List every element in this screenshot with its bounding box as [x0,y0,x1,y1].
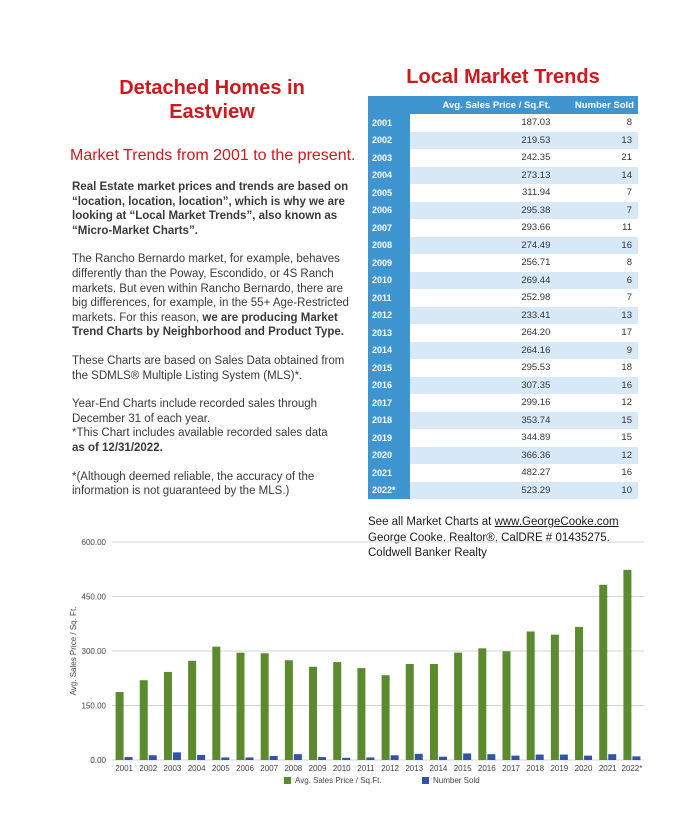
x-tick-label: 2009 [308,764,327,773]
title-line-2: Eastview [169,101,255,123]
row-avg-price: 293.66 [410,219,554,237]
x-tick-label: 2011 [357,764,375,773]
sold-bar [294,754,302,760]
intro-paragraph [72,180,352,238]
title-line-1: Detached Homes in [119,77,305,99]
sold-bar [197,755,205,760]
row-year: 2009 [368,254,410,272]
row-year: 2008 [368,237,410,255]
row-year: 2020 [368,447,410,465]
page-subtitle: Market Trends from 2001 to the present. [70,147,356,164]
table-row [368,219,638,237]
row-year: 2010 [368,272,410,290]
sold-bar [608,754,616,760]
sold-bar [512,756,520,760]
table-row [368,377,638,395]
row-number-sold: 7 [554,184,638,202]
sold-bar [270,756,278,760]
x-tick-label: 2005 [211,764,230,773]
x-tick-label: 2004 [187,764,206,773]
x-tick-label: 2016 [477,764,496,773]
trends-title: Local Market Trends [406,66,600,88]
page-title [72,76,352,124]
price-bar [333,662,341,760]
sold-bar [391,755,399,760]
table-row [368,289,638,307]
brokerage-line: Coldwell Banker Realty [368,547,487,559]
table-row [368,237,638,255]
row-avg-price: 219.53 [410,132,554,150]
x-tick-label: 2002 [139,764,158,773]
row-number-sold: 9 [554,342,638,360]
row-avg-price: 523.29 [410,482,554,500]
table-row [368,114,638,132]
price-bar [382,675,390,760]
intro-column [70,76,356,513]
x-tick-label: 2010 [332,764,351,773]
trends-table [368,96,638,499]
y-axis-label: Avg. Sales Price / Sq. Ft. [69,606,78,696]
row-number-sold: 14 [554,167,638,185]
disclaimer-paragraph: *(Although deemed reliable, the accuracy of the information is not guaranteed by the MLS.) [72,470,315,498]
sold-bar [463,753,471,760]
table-row [368,342,638,360]
x-tick-label: 2015 [453,764,472,773]
trends-chart [62,534,662,834]
row-year: 2018 [368,412,410,430]
price-bar [357,668,365,760]
chart-svg [62,534,662,834]
row-avg-price: 269.44 [410,272,554,290]
row-number-sold: 16 [554,377,638,395]
row-number-sold: 12 [554,394,638,412]
row-number-sold: 16 [554,464,638,482]
row-avg-price: 295.38 [410,202,554,220]
price-bar [623,570,631,760]
contact-prefix: See all Market Charts at [368,516,495,528]
x-tick-label: 2008 [284,764,303,773]
sold-bar [173,752,181,760]
row-avg-price: 295.53 [410,359,554,377]
x-tick-label: 2013 [405,764,424,773]
price-bar [454,653,462,760]
x-tick-label: 2019 [550,764,569,773]
table-row [368,254,638,272]
row-number-sold: 7 [554,289,638,307]
sold-bar [584,756,592,760]
table-row [368,429,638,447]
row-number-sold: 13 [554,132,638,150]
row-avg-price: 256.71 [410,254,554,272]
sold-bar [246,757,254,760]
x-tick-label: 2012 [381,764,399,773]
row-avg-price: 242.35 [410,149,554,167]
x-tick-label: 2007 [260,764,279,773]
x-tick-label: 2006 [236,764,254,773]
row-avg-price: 273.13 [410,167,554,185]
table-row [368,167,638,185]
x-tick-label: 2021 [598,764,617,773]
row-number-sold: 8 [554,254,638,272]
row-year: 2014 [368,342,410,360]
legend-label: Number Sold [433,776,480,785]
row-year: 2001 [368,114,410,132]
row-year: 2005 [368,184,410,202]
price-bar [188,661,196,760]
row-number-sold: 15 [554,429,638,447]
table-row [368,359,638,377]
row-avg-price: 264.20 [410,324,554,342]
price-bar [116,692,124,760]
price-bar [164,672,172,760]
row-avg-price: 307.35 [410,377,554,395]
row-year: 2007 [368,219,410,237]
y-tick-label: 600.00 [81,538,106,547]
market-bold-text: we are producing Market Trend Charts by Neighborhood and Product Type. [72,311,344,339]
price-bar [527,631,535,760]
header-number-sold: Number Sold [554,96,638,114]
row-number-sold: 17 [554,324,638,342]
row-number-sold: 18 [554,359,638,377]
sold-bar [366,757,374,760]
row-avg-price: 274.49 [410,237,554,255]
row-avg-price: 353.74 [410,412,554,430]
table-row [368,132,638,150]
legend-swatch [422,777,429,784]
sold-bar [487,754,495,760]
row-avg-price: 233.41 [410,307,554,325]
price-bar [478,648,486,760]
row-number-sold: 16 [554,237,638,255]
price-bar [212,647,220,760]
website-link[interactable]: www.GeorgeCooke.com [494,516,619,528]
row-year: 2017 [368,394,410,412]
sold-bar [318,757,326,760]
x-tick-label: 2003 [163,764,182,773]
table-row [368,464,638,482]
table-row [368,324,638,342]
price-bar [309,667,317,760]
row-number-sold: 6 [554,272,638,290]
sold-bar [342,758,350,760]
y-tick-label: 450.00 [81,592,106,602]
price-bar [503,651,511,760]
row-number-sold: 15 [554,412,638,430]
row-avg-price: 187.03 [410,114,554,132]
table-row [368,412,638,430]
price-bar [261,653,269,760]
sold-bar [125,757,133,760]
source-paragraph: These Charts are based on Sales Data obtained from the SDMLS® Multiple Listing System (MLS)*. [72,354,345,382]
row-number-sold: 11 [554,219,638,237]
intro-bold-text: Real Estate market prices and trends are based on “location, location, location”, which is why we are looking at “Local Market Trends”, also known as “Micro-Market Charts”. [72,181,349,237]
x-tick-label: 2018 [526,764,545,773]
price-bar [285,660,293,760]
row-number-sold: 7 [554,202,638,220]
row-year: 2011 [368,289,410,307]
row-year: 2016 [368,377,410,395]
x-tick-label: 2017 [502,764,520,773]
row-year: 2012 [368,307,410,325]
x-tick-label: 2022* [621,764,643,773]
row-number-sold: 8 [554,114,638,132]
row-avg-price: 482.27 [410,464,554,482]
trends-column [368,64,638,562]
row-avg-price: 252.98 [410,289,554,307]
header-year [368,96,410,114]
y-tick-label: 150.00 [81,701,106,711]
data-as-of-text: *This Chart includes available recorded sales data [72,427,328,440]
row-avg-price: 344.89 [410,429,554,447]
table-row [368,394,638,412]
table-row [368,307,638,325]
row-year: 2015 [368,359,410,377]
x-tick-label: 2001 [115,764,133,773]
row-avg-price: 264.16 [410,342,554,360]
table-row [368,447,638,465]
sold-bar [149,755,157,760]
row-year: 2021 [368,464,410,482]
row-year: 2006 [368,202,410,220]
row-year: 2004 [368,167,410,185]
price-bar [430,664,438,760]
row-avg-price: 311.94 [410,184,554,202]
row-year: 2019 [368,429,410,447]
x-tick-label: 2014 [429,764,448,773]
price-bar [575,627,583,760]
header-avg-price: Avg. Sales Price / Sq.Ft. [410,96,554,114]
sold-bar [536,755,544,760]
sold-bar [632,756,640,760]
table-row [368,202,638,220]
market-paragraph [72,252,352,340]
row-year: 2003 [368,149,410,167]
table-row [368,149,638,167]
data-as-of-date: as of 12/31/2022. [72,441,163,454]
legend-swatch [284,777,291,784]
table-row [368,482,638,500]
market-text: The Rancho Bernardo market, for example, behaves differently than the Poway, Escondido, or 4S Ranch markets. But even within Rancho Bernardo, there are big differences, for example, in the 55+ Age-Restricted markets. For this reason, [72,253,349,324]
sold-bar [221,757,229,760]
price-bar [599,585,607,760]
price-bar [237,653,245,760]
price-bar [140,680,148,760]
table-header-row [368,96,638,114]
row-avg-price: 299.16 [410,394,554,412]
year-end-paragraph [72,397,352,455]
row-avg-price: 366.36 [410,447,554,465]
table-row [368,184,638,202]
legend-label: Avg. Sales Price / Sq.Ft. [295,776,382,785]
sold-bar [415,754,423,760]
row-number-sold: 10 [554,482,638,500]
year-end-text: Year-End Charts include recorded sales through December 31 of each year. [72,398,318,425]
row-year: 2002 [368,132,410,150]
price-bar [551,635,559,760]
y-tick-label: 300.00 [81,647,106,656]
x-tick-label: 2020 [574,764,593,773]
row-year: 2013 [368,324,410,342]
row-number-sold: 21 [554,149,638,167]
y-tick-label: 0.00 [90,756,106,765]
row-number-sold: 13 [554,307,638,325]
row-year: 2022* [368,482,410,500]
price-bar [406,664,414,760]
table-row [368,272,638,290]
sold-bar [560,755,568,760]
row-number-sold: 12 [554,447,638,465]
sold-bar [439,757,447,760]
realtor-line: George Cooke, Realtor®, CalDRE # 01435275. [368,531,610,544]
